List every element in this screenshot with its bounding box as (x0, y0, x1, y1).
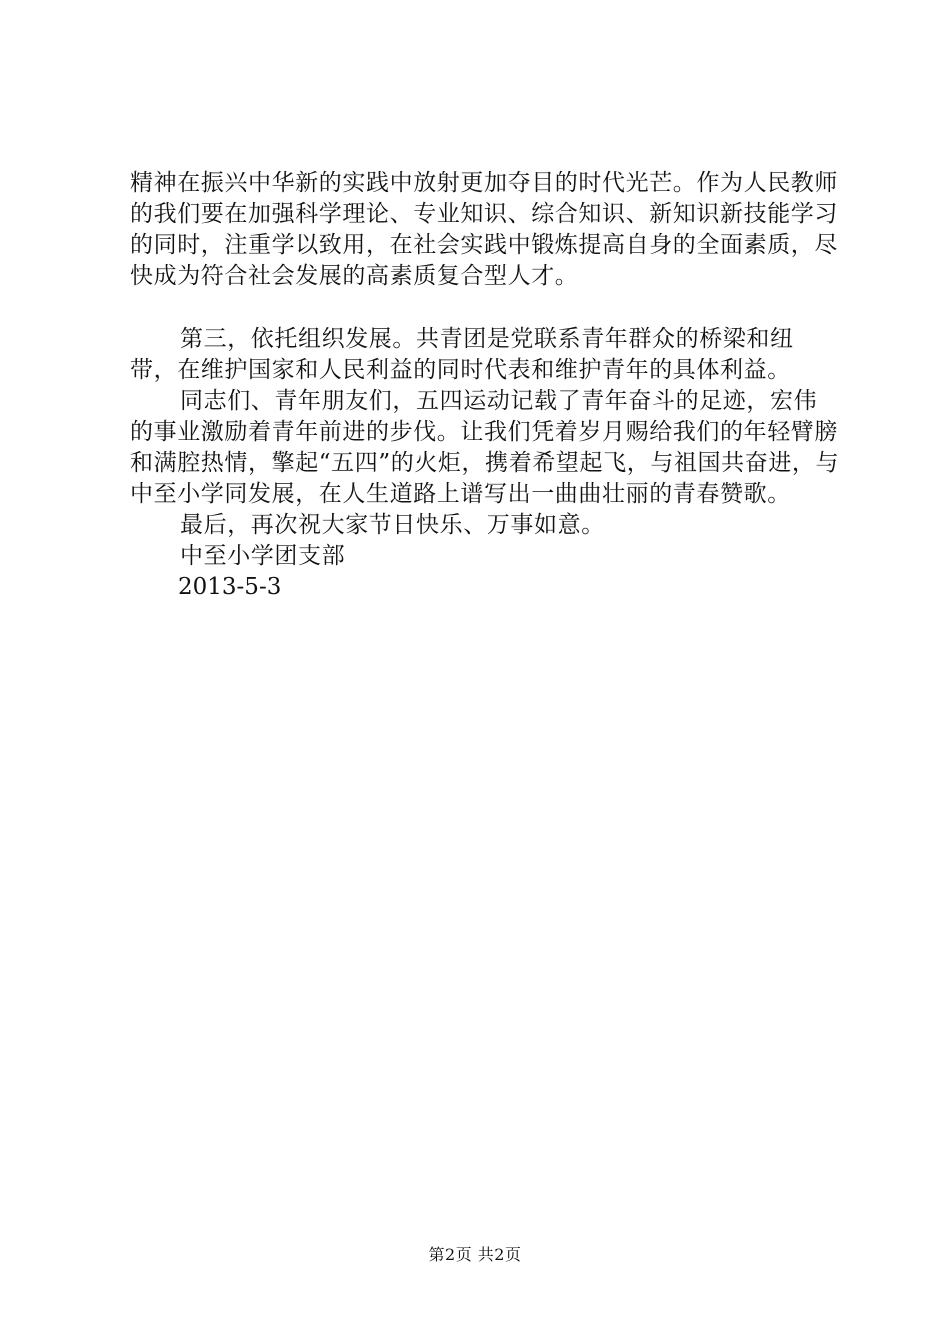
signature-organization: 中至小学团支部 (180, 543, 346, 569)
signature-date: 2013-5-3 (178, 574, 282, 600)
paragraph-best-wishes: 最后，再次祝大家节日快乐、万事如意。 (180, 512, 605, 538)
paragraph-third-point: 第三，依托组织发展。共青团是党联系青年群众的桥梁和纽带，在维护国家和人民利益的同时代表和维护青年的具体利益。 (130, 326, 794, 383)
document-body (130, 168, 840, 603)
page-number-label: 第2页 共2页 (428, 1245, 522, 1264)
paragraph-continuation: 精神在振兴中华新的实践中放射更加夺目的时代光芒。作为人民教师的我们要在加强科学理论、专业知识、综合知识、新知识新技能学习的同时，注重学以致用，在社会实践中锻炼提高自身的全面素质，尽快成为符合社会发展的高素质复合型人才。 (130, 170, 838, 289)
paragraph-closing-appeal: 同志们、青年朋友们，五四运动记载了青年奋斗的足迹，宏伟的事业激励着青年前进的步伐。让我们凭着岁月赐给我们的年轻臂膀和满腔热情，擎起“五四”的火炬，携着希望起飞，与祖国共奋进，与中至小学同发展，在人生道路上谱写出一曲曲壮丽的青春赞歌。 (130, 388, 840, 507)
page-footer (0, 1244, 950, 1266)
